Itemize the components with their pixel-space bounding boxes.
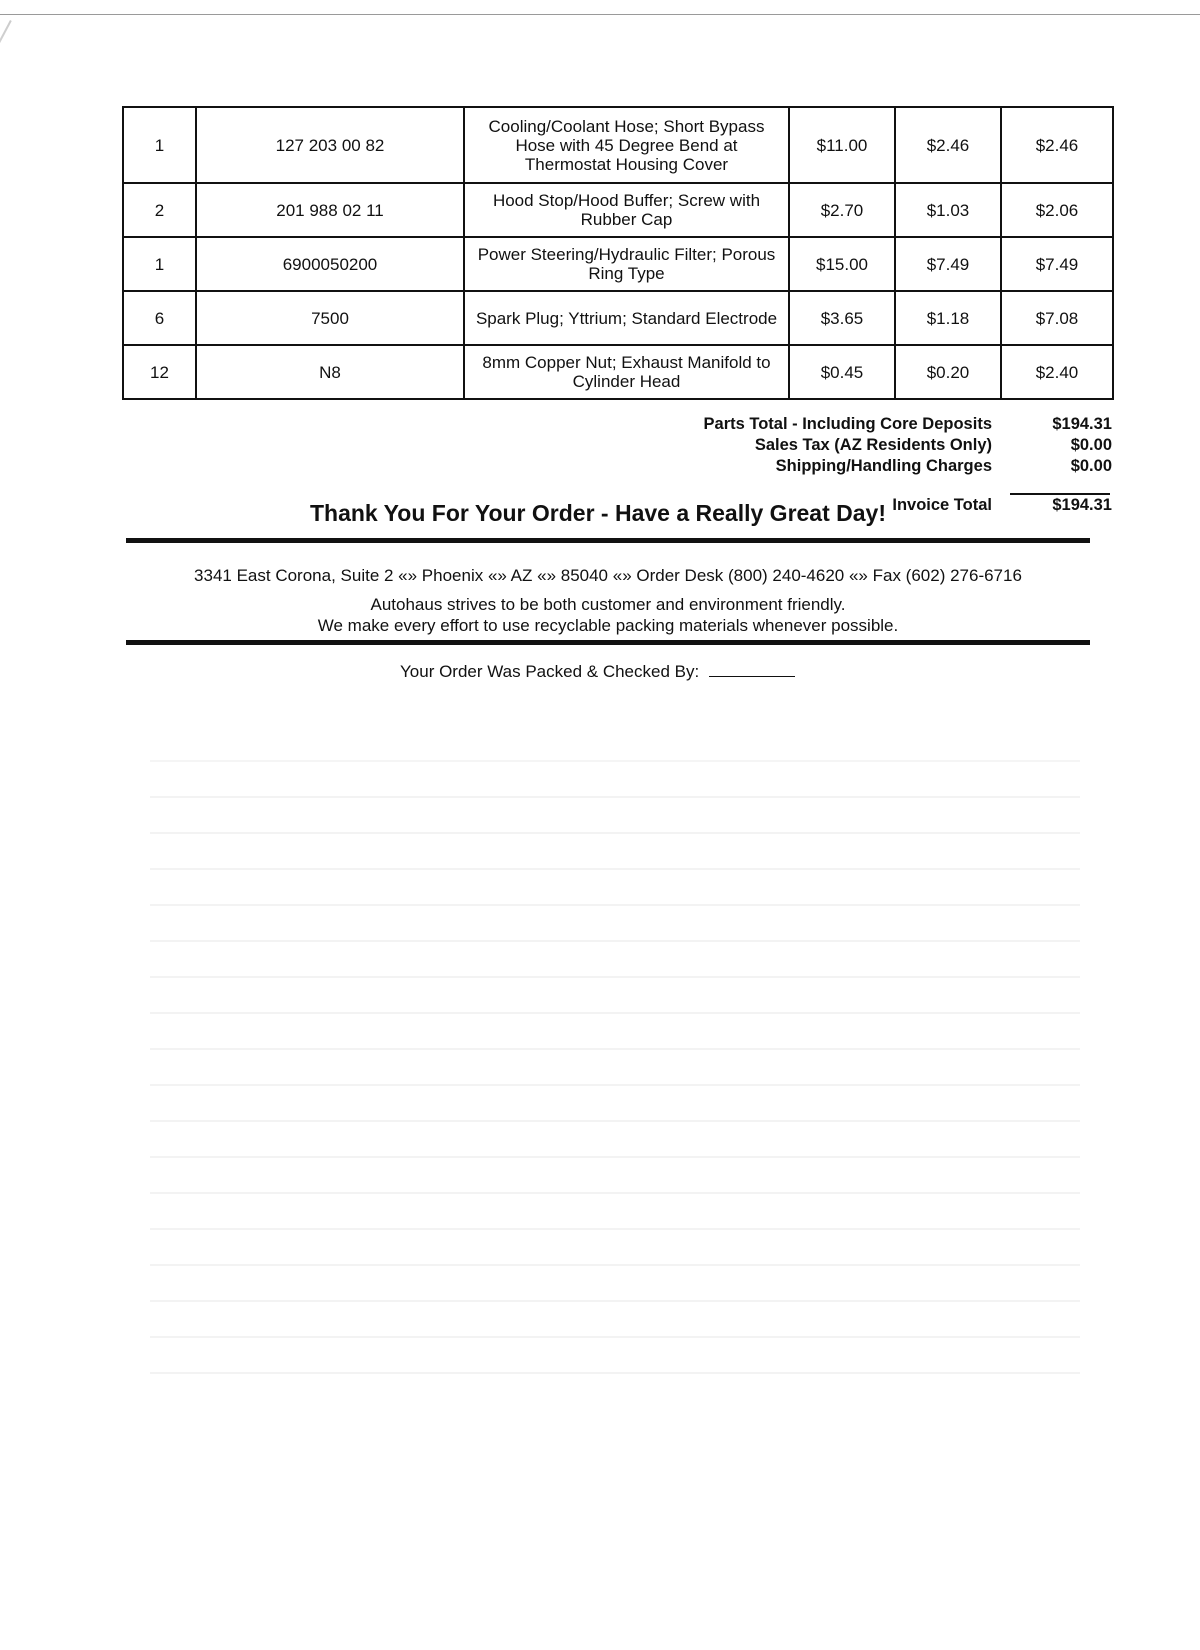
order-items-table	[122, 106, 1114, 400]
divider-rule	[126, 538, 1090, 543]
table-row	[123, 237, 1113, 291]
packed-by-label: Your Order Was Packed & Checked By:	[400, 662, 700, 681]
description-cell: 8mm Copper Nut; Exhaust Manifold to Cylinder Head	[464, 345, 789, 399]
list-price-cell: $0.45	[789, 345, 895, 399]
environment-line-2: We make every effort to use recyclable packing materials whenever possible.	[317, 616, 899, 635]
list-price-cell: $2.70	[789, 183, 895, 237]
list-price-cell: $11.00	[789, 107, 895, 183]
description-cell: Cooling/Coolant Hose; Short Bypass Hose with 45 Degree Bend at Thermostat Housing Cover	[464, 107, 789, 183]
shipping-value: $0.00	[1070, 457, 1112, 475]
table-row	[123, 291, 1113, 345]
parts-total-label: Parts Total - Including Core Deposits	[703, 415, 992, 433]
invoice-total-value: $194.31	[1052, 496, 1112, 514]
unit-price-cell: $7.49	[895, 237, 1001, 291]
company-address: 3341 East Corona, Suite 2 «» Phoenix «» AZ «» 85040 «» Order Desk (800) 240-4620 «» Fax (602) 276-6716	[194, 566, 1022, 585]
invoice-total-rule	[1010, 493, 1110, 495]
line-total-cell: $7.08	[1001, 291, 1113, 345]
thank-you-message: Thank You For Your Order - Have a Really Great Day!	[309, 500, 887, 526]
qty-cell: 6	[123, 291, 196, 345]
paper-top-edge	[0, 0, 1200, 15]
unit-price-cell: $0.20	[895, 345, 1001, 399]
part-number-cell: 7500	[196, 291, 464, 345]
part-number-cell: N8	[196, 345, 464, 399]
packed-by	[400, 662, 795, 682]
part-number-cell: 201 988 02 11	[196, 183, 464, 237]
parts-total-value: $194.31	[1052, 415, 1112, 433]
description-cell: Hood Stop/Hood Buffer; Screw with Rubber Cap	[464, 183, 789, 237]
qty-cell: 1	[123, 107, 196, 183]
table-row	[123, 107, 1113, 183]
qty-cell: 12	[123, 345, 196, 399]
line-total-cell: $2.40	[1001, 345, 1113, 399]
shipping-row	[560, 456, 1112, 477]
environment-message	[126, 594, 1090, 636]
qty-cell: 1	[123, 237, 196, 291]
paper-fold-shadow	[0, 20, 12, 206]
invoice-total-label: Invoice Total	[892, 496, 992, 514]
table-row	[123, 183, 1113, 237]
unit-price-cell: $1.18	[895, 291, 1001, 345]
part-number-cell: 6900050200	[196, 237, 464, 291]
list-price-cell: $15.00	[789, 237, 895, 291]
unit-price-cell: $2.46	[895, 107, 1001, 183]
packed-by-signature-blank	[709, 662, 795, 677]
parts-total-row	[560, 414, 1112, 435]
environment-line-1: Autohaus strives to be both customer and environment friendly.	[370, 595, 846, 614]
part-number-cell: 127 203 00 82	[196, 107, 464, 183]
divider-rule	[126, 640, 1090, 645]
sales-tax-row	[560, 435, 1112, 456]
shipping-label: Shipping/Handling Charges	[775, 457, 992, 475]
line-total-cell: $2.46	[1001, 107, 1113, 183]
line-total-cell: $2.06	[1001, 183, 1113, 237]
table-row	[123, 345, 1113, 399]
unit-price-cell: $1.03	[895, 183, 1001, 237]
description-cell: Power Steering/Hydraulic Filter; Porous Ring Type	[464, 237, 789, 291]
sales-tax-label: Sales Tax (AZ Residents Only)	[754, 436, 992, 454]
line-total-cell: $7.49	[1001, 237, 1113, 291]
list-price-cell: $3.65	[789, 291, 895, 345]
description-cell: Spark Plug; Yttrium; Standard Electrode	[464, 291, 789, 345]
sales-tax-value: $0.00	[1070, 436, 1112, 454]
show-through-texture	[150, 760, 1080, 1460]
qty-cell: 2	[123, 183, 196, 237]
